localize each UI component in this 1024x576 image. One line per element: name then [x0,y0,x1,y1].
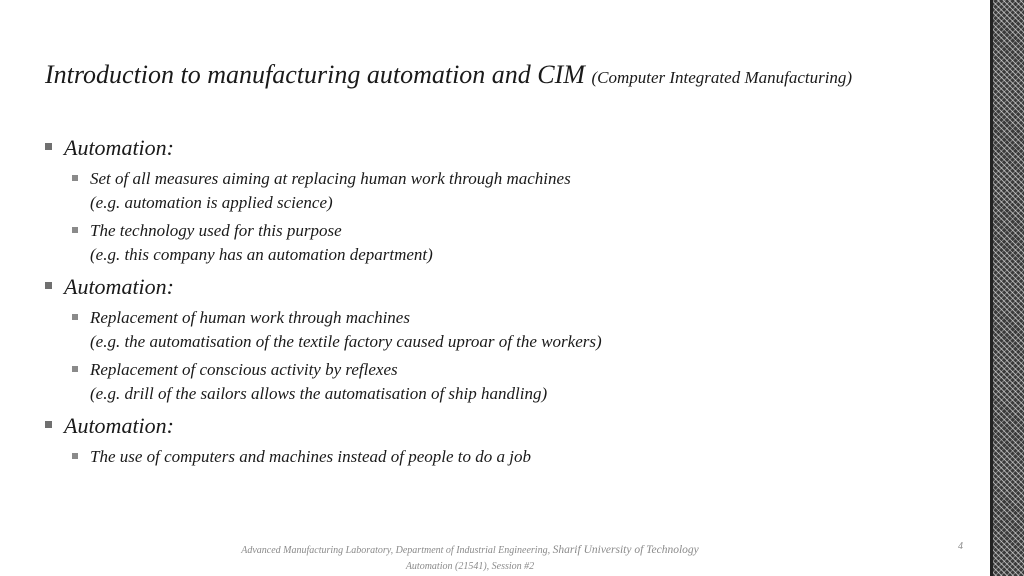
slide-footer [170,542,770,575]
bullet-heading [44,412,944,440]
footer-university-text: Sharif University of Technology [552,544,699,556]
square-bullet-icon [45,282,52,289]
sub-bullet-text: Replacement of human work through machines [90,308,410,327]
sub-bullet-text: The technology used for this purpose [90,221,342,240]
sub-bullet [44,358,944,405]
bullet-list [44,134,944,469]
page-number: 4 [958,541,963,552]
square-bullet-icon [45,421,52,428]
slide-title [45,58,975,95]
square-bullet-icon [72,314,78,320]
sub-bullet-text: Replacement of conscious activity by reflexes [90,360,398,379]
strip-edge-line [990,0,993,576]
sub-bullet [44,219,944,266]
footer-lab-text: Advanced Manufacturing Laboratory, Department of Industrial Engineering, [241,545,551,556]
bullet-heading [44,134,944,162]
square-bullet-icon [72,366,78,372]
bullet-heading-text: Automation: [64,274,174,299]
sub-bullet [44,167,944,214]
sub-bullet [44,445,944,469]
footer-line-1 [170,542,770,559]
sub-bullet-example: (e.g. drill of the sailors allows the automatisation of ship handling) [90,383,548,403]
sub-bullet-text: The use of computers and machines instead of people to do a job [90,447,532,466]
sub-bullet-example: (e.g. this company has an automation department) [90,244,433,264]
square-bullet-icon [45,143,52,150]
decorative-side-strip [990,0,1024,576]
slide-title-subtitle: (Computer Integrated Manufacturing) [591,68,853,87]
square-bullet-icon [72,453,78,459]
sub-bullet-text: Set of all measures aiming at replacing human work through machines [90,169,571,188]
sub-bullet-example: (e.g. the automatisation of the textile factory caused uproar of the workers) [90,331,602,351]
square-bullet-icon [72,227,78,233]
sub-bullet [44,306,944,353]
sub-bullet-example: (e.g. automation is applied science) [90,192,333,212]
square-bullet-icon [72,175,78,181]
bullet-heading-text: Automation: [64,135,174,160]
footer-line-2: Automation (21541), Session #2 [405,561,535,572]
bullet-heading-text: Automation: [64,413,174,438]
bullet-heading [44,273,944,301]
slide-title-main: Introduction to manufacturing automation and CIM [45,60,585,89]
